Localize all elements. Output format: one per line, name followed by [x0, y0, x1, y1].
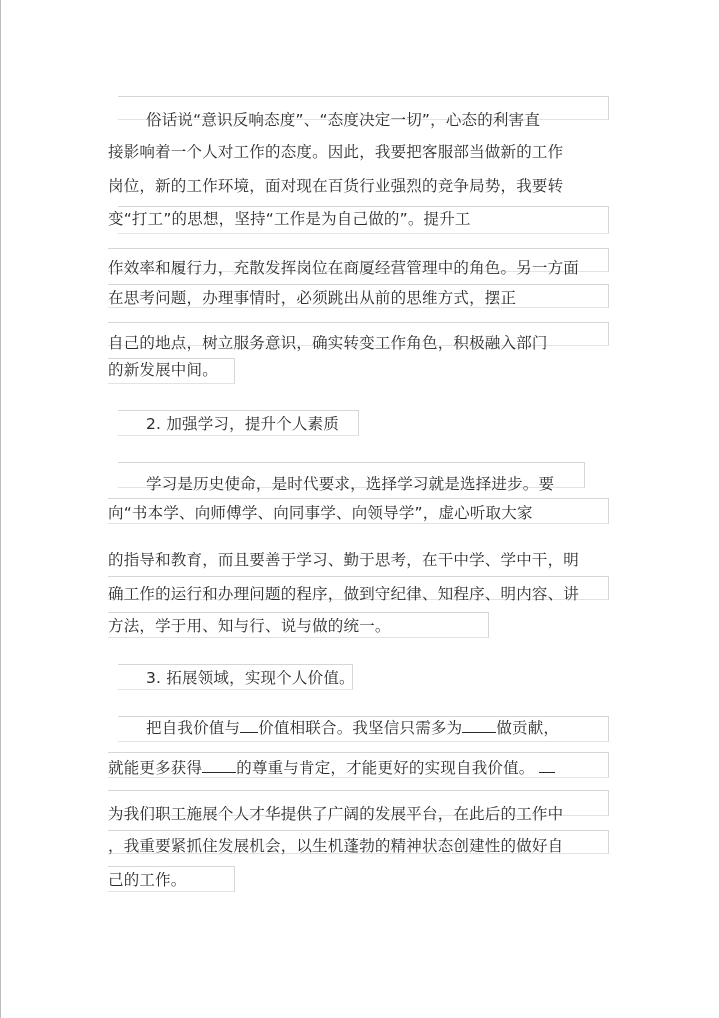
paragraph-1-line-6: 在思考问题，办理事情时，必须跳出从前的思维方式，摆正	[108, 289, 517, 307]
p3-text: 就能更多获得	[108, 759, 203, 777]
paragraph-1-line-1: 俗话说“意识反响态度”、“态度决定一切”，心态的利害直	[146, 111, 541, 129]
paragraph-1-line-8: 的新发展中间。	[108, 361, 218, 379]
fill-in-blank	[462, 718, 496, 733]
paragraph-2-line-2: 向“书本学、向师傅学、向同事学、向领导学”，虚心听取大家	[108, 504, 533, 522]
paragraph-2-line-4: 确工作的运行和办理问题的程序，做到守纪律、知程序、明内容、讲	[108, 585, 580, 603]
paragraph-2-line-3: 的指导和教育，而且要善于学习、勤于思考，在干中学、学中干，明	[108, 551, 580, 569]
p3-text: 做贡献，	[496, 719, 560, 737]
p3-text: 价值相联合。我坚信只需多为	[258, 719, 463, 737]
paragraph-2-line-5: 方法，学于用、知与行、说与做的统一。	[108, 617, 391, 635]
paragraph-1-line-4: 变“打工”的思想，坚持“工作是为自己做的”。提升工	[108, 210, 471, 228]
section-heading-2: 2. 加强学习，提升个人素质	[146, 415, 340, 433]
paragraph-1-line-3: 岗位，新的工作环境，面对现在百货行业强烈的竞争局势，我要转	[108, 177, 564, 195]
paragraph-3-line-5: 己的工作。	[108, 871, 187, 889]
paragraph-1-line-5: 作效率和履行力，充散发挥岗位在商厦经营管理中的角色。另一方面	[108, 259, 580, 277]
paragraph-3-line-2	[108, 758, 555, 778]
paragraph-1-line-7: 自己的地点，树立服务意识，确实转变工作角色，积极融入部门	[108, 334, 548, 352]
page-left-border	[0, 0, 1, 1018]
section-heading-3: 3. 拓展领域，实现个人价值。	[146, 669, 355, 687]
fill-in-blank	[539, 758, 555, 773]
paragraph-3-line-4: ，我重要紧抓住发展机会，以生机蓬勃的精神状态创建性的做好自	[108, 837, 564, 855]
fill-in-blank	[240, 718, 258, 733]
paragraph-1-line-2: 接影响着一个人对工作的态度。因此，我要把客服部当做新的工作	[108, 143, 564, 161]
paragraph-3-line-3: 为我们职工施展个人才华提供了广阔的发展平台，在此后的工作中	[108, 805, 564, 823]
p3-text: 的尊重与肯定，才能更好的实现自我价值。	[236, 759, 535, 777]
fill-in-blank	[202, 758, 236, 773]
paragraph-2-line-1: 学习是历史使命，是时代要求，选择学习就是选择进步。要	[146, 475, 555, 493]
p3-text: 把自我价值与	[146, 719, 241, 737]
paragraph-3-line-1	[146, 718, 559, 738]
